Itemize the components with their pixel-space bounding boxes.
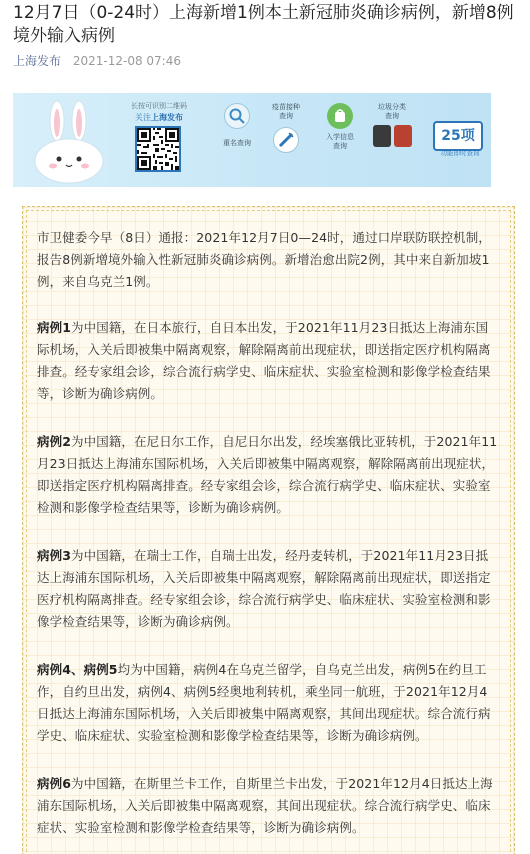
promo-banner[interactable] [13,93,491,187]
case-paragraph [37,659,499,747]
trash-bin-icon [367,125,417,147]
case-text: 为中国籍，在斯里兰卡工作，自斯里兰卡出发，于2021年12月4日抵达上海浦东国际机场，入关后即被集中隔离观察，其间出现症状。综合流行病学史、临床症状、实验室检测和影像学检查结果等，诊断为确诊病例。 [37,776,493,835]
qr-code[interactable] [135,126,181,172]
syringe-icon [273,127,299,153]
case-text: 为中国籍，在瑞士工作，自瑞士出发，经丹麦转机，于2021年11月23日抵达上海浦东国际机场，入关后即被集中隔离观察，解除隔离前出现症状，即送指定医疗机构隔离排查。经专家组会诊，综合流行病学史、临床症状、实验室检测和影像学检查结果等，诊断为确诊病例。 [37,548,491,629]
case-label: 病例1 [37,320,71,335]
service-label: 重名查询 [223,139,251,147]
article-title: 12月7日（0-24时）上海新增1例本土新冠肺炎确诊病例，新增8例境外输入病例 [13,3,514,46]
follow-account-name: 上海发布 [151,113,183,122]
bunny-mascot-icon [27,99,111,185]
school-bag-icon [327,103,353,129]
article-body [22,206,515,854]
feature-count-badge[interactable]: 25项 [433,121,483,151]
case-label: 病例6 [37,776,71,791]
case-paragraph [37,545,499,633]
service-name-query[interactable] [217,103,257,148]
feature-count-caption: 功能即时查询 [440,149,480,157]
case-paragraph [37,773,499,839]
service-vaccine-query[interactable] [263,103,309,155]
case-label: 病例4、病例5 [37,662,118,677]
article-meta [13,53,181,69]
service-enrollment-query[interactable] [317,103,363,151]
service-garbage-query[interactable] [367,103,417,147]
case-paragraph [37,431,499,519]
intro-paragraph: 市卫健委今早（8日）通报：2021年12月7日0—24时，通过口岸联防联控机制，报告8例新增境外输入性新冠肺炎确诊病例。新增治愈出院2例，其中来自新加坡1例，来自乌克兰1例。 [37,230,491,289]
case-text: 为中国籍，在日本旅行，自日本出发，于2021年11月23日抵达上海浦东国际机场，入关后即被集中隔离观察，解除隔离前出现症状，即送指定医疗机构隔离排查。经专家组会诊，综合流行病学史、临床症状、实验室检测和影像学检查结果等，诊断为确诊病例。 [37,320,491,401]
service-label: 垃圾分类 查询 [378,103,406,120]
service-label: 入学信息 查询 [326,133,354,150]
scan-hint: 长按可识别二维码 [131,102,187,110]
publish-date: 2021-12-08 07:46 [72,54,181,68]
service-label: 疫苗接种 查询 [272,103,300,120]
case-label: 病例2 [37,434,71,449]
magnifier-icon [224,103,250,129]
case-paragraph [37,317,499,405]
case-text: 为中国籍，在尼日尔工作，自尼日尔出发，经埃塞俄比亚转机，于2021年11月23日抵达上海浦东国际机场，入关后即被集中隔离观察，解除隔离前出现症状，即送指定医疗机构隔离排查。经专家组会诊，综合流行病学史、临床症状、实验室检测和影像学检查结果等，诊断为确诊病例。 [37,434,498,515]
follow-text [117,112,201,123]
follow-prefix: 关注 [135,113,151,122]
case-text: 均为中国籍，病例4在乌克兰留学，自乌克兰出发，病例5在约旦工作，自约旦出发，病例4、病例5经奥地利转机，乘坐同一航班，于2021年12月4日抵达上海浦东国际机场，入关后即被集中隔离观察，其间出现症状。综合流行病学史、临床症状、实验室检测和影像学检查结果等，诊断为确诊病例。 [37,662,491,743]
case-label: 病例3 [37,548,71,563]
author-link[interactable]: 上海发布 [13,54,62,68]
